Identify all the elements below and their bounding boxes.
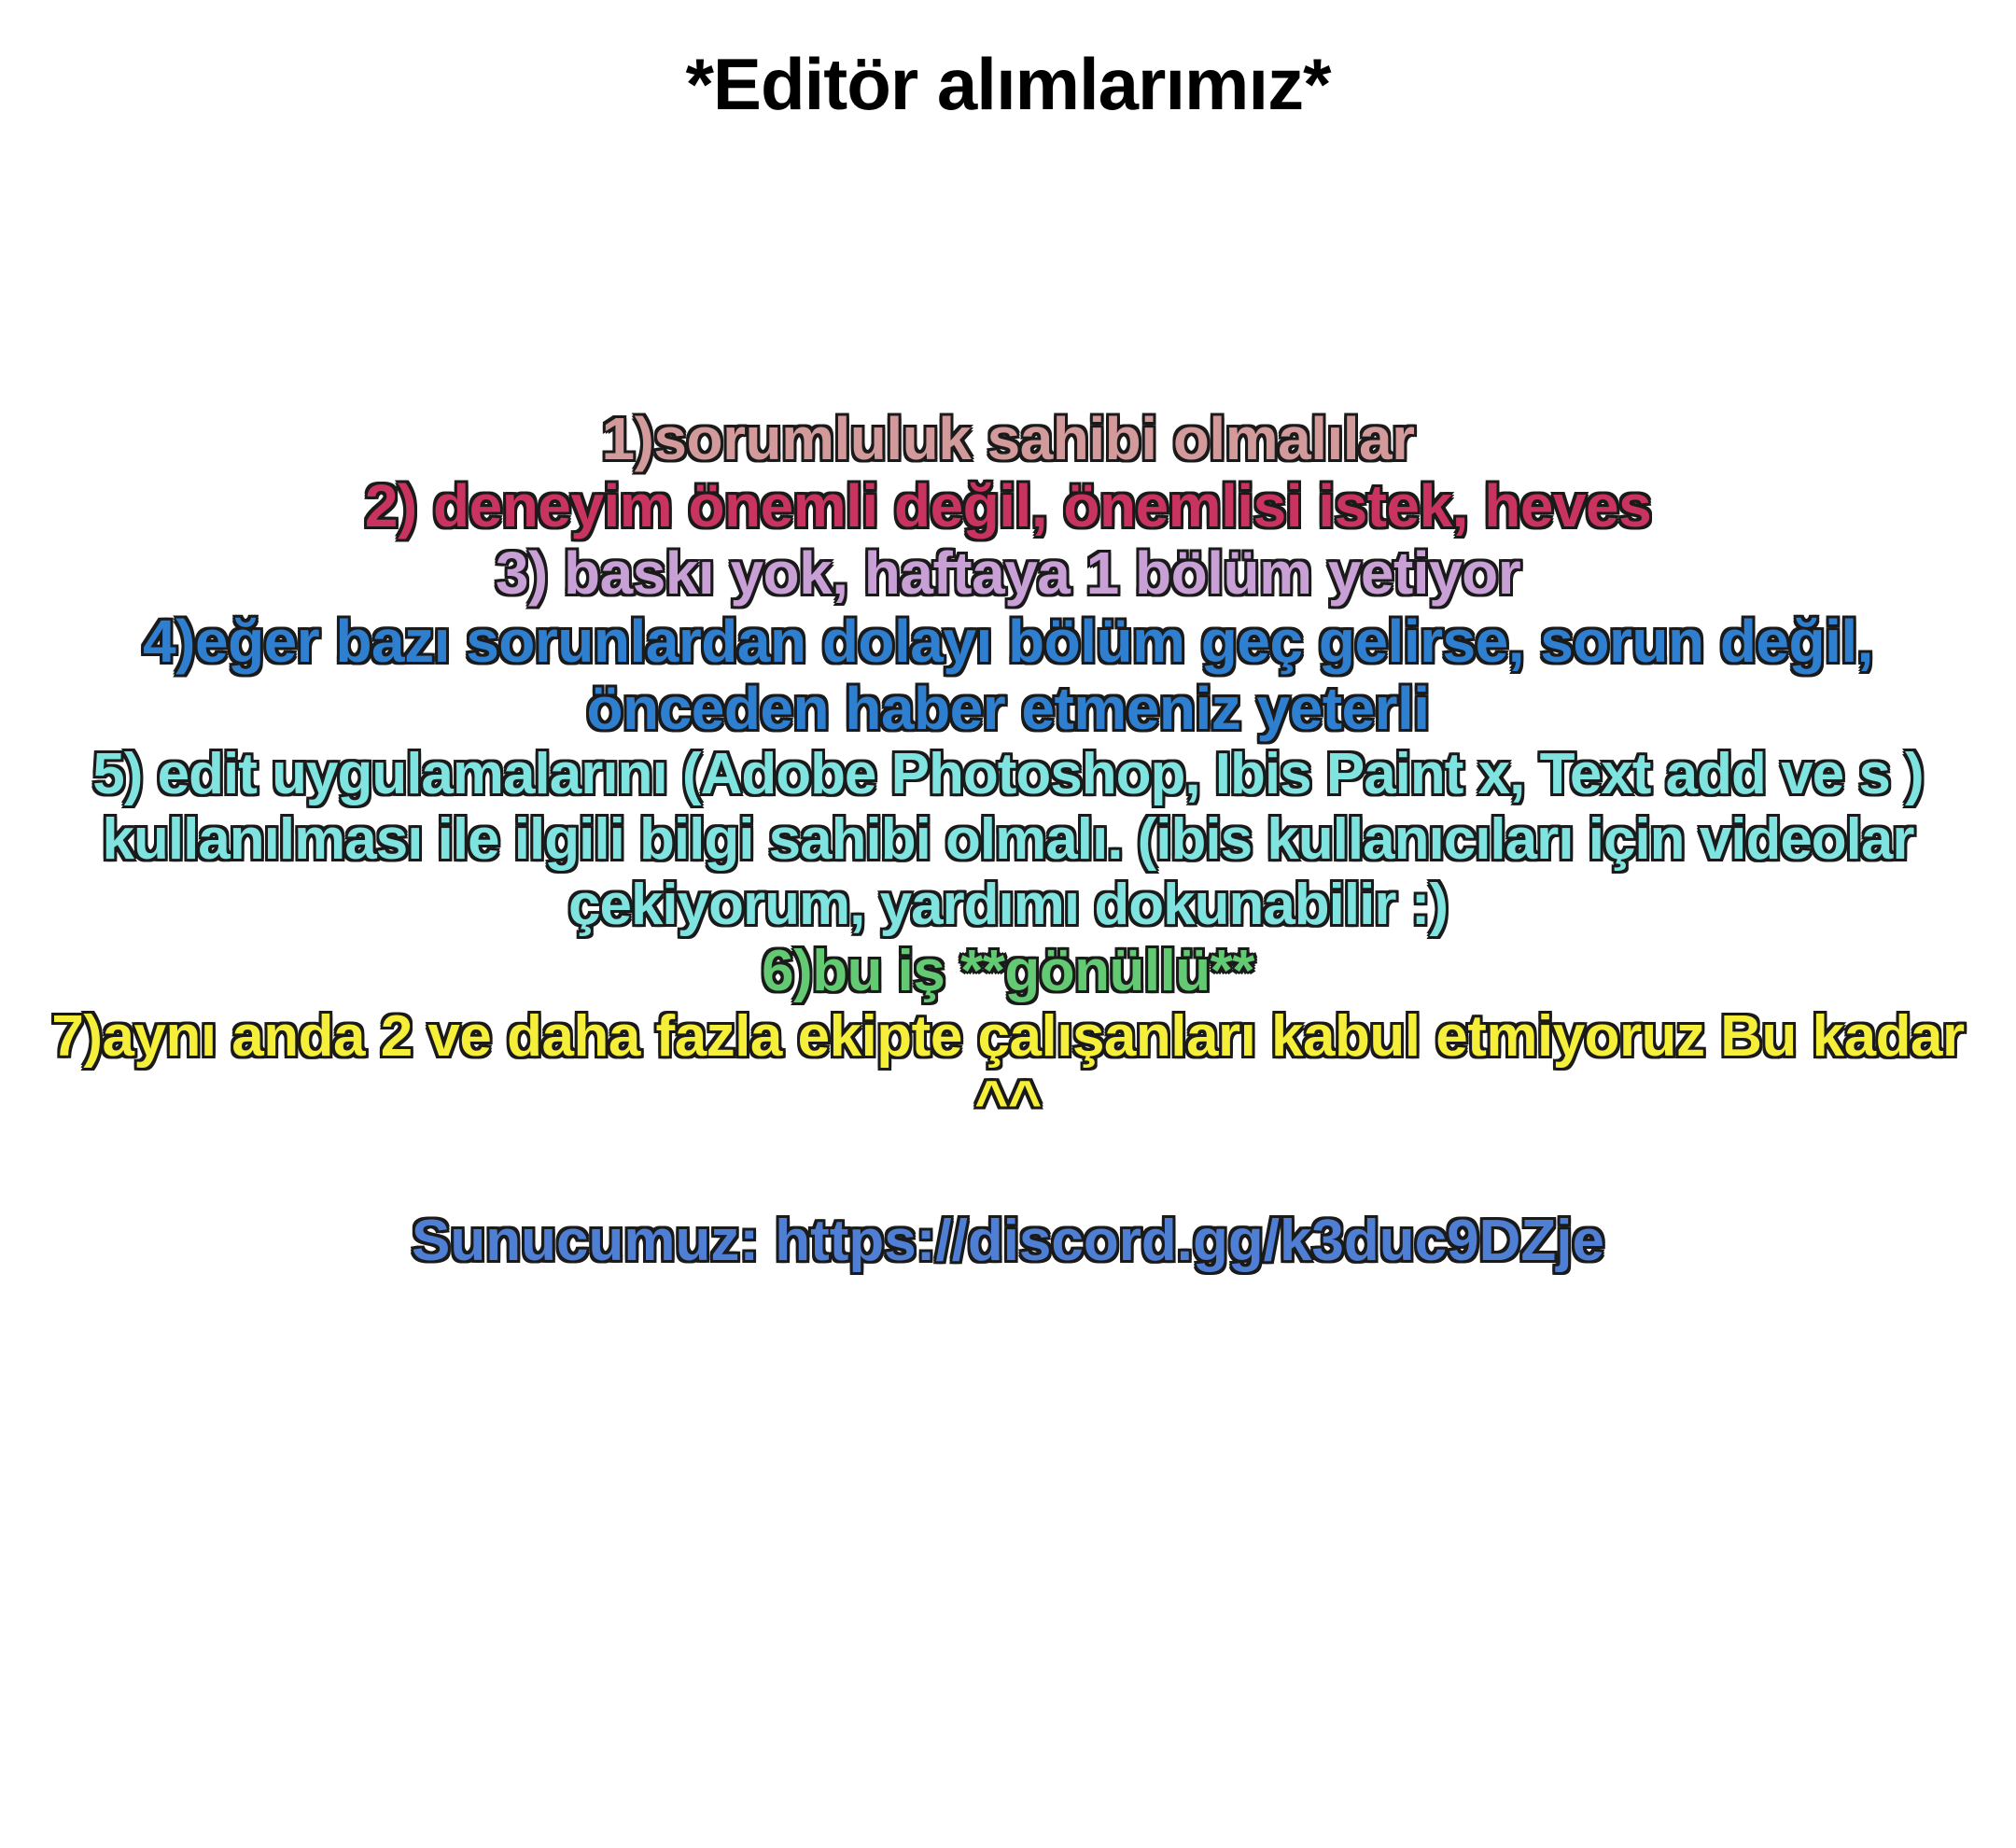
list-item-rule-4: 4)eğer bazı sorunlardan dolayı bölüm geç gelirse, sorun değil, önceden haber etmeniz yeterli xyxy=(143,607,1873,743)
rules-list xyxy=(0,405,2016,1135)
list-item-rule-6: 6)bu iş **gönüllü** xyxy=(762,938,1254,1003)
list-item-rule-2: 2) deneyim önemli değil, önemlisi istek, heves xyxy=(364,472,1652,540)
page-title: *Editör alımlarımız* xyxy=(685,43,1331,125)
list-item-rule-5: 5) edit uygulamalarını (Adobe Photoshop, Ibis Paint x, Text add ve s ) kullanılması ile ilgili bilgi sahibi olmalı. (ibis kullanıcıları için videolar çekiyorum, yardımı dokunabilir :) xyxy=(92,742,1924,938)
list-item-rule-1: 1)sorumluluk sahibi olmalılar xyxy=(601,404,1415,472)
list-item-rule-7: 7)aynı anda 2 ve daha fazla ekipte çalışanları kabul etmiyoruz Bu kadar ^^ xyxy=(51,1003,1965,1134)
list-item-rule-3: 3) baskı yok, haftaya 1 bölüm yetiyor xyxy=(495,539,1521,608)
discord-invite-link[interactable]: Sunucumuz: https://discord.gg/k3duc9DZje xyxy=(412,1208,1604,1273)
